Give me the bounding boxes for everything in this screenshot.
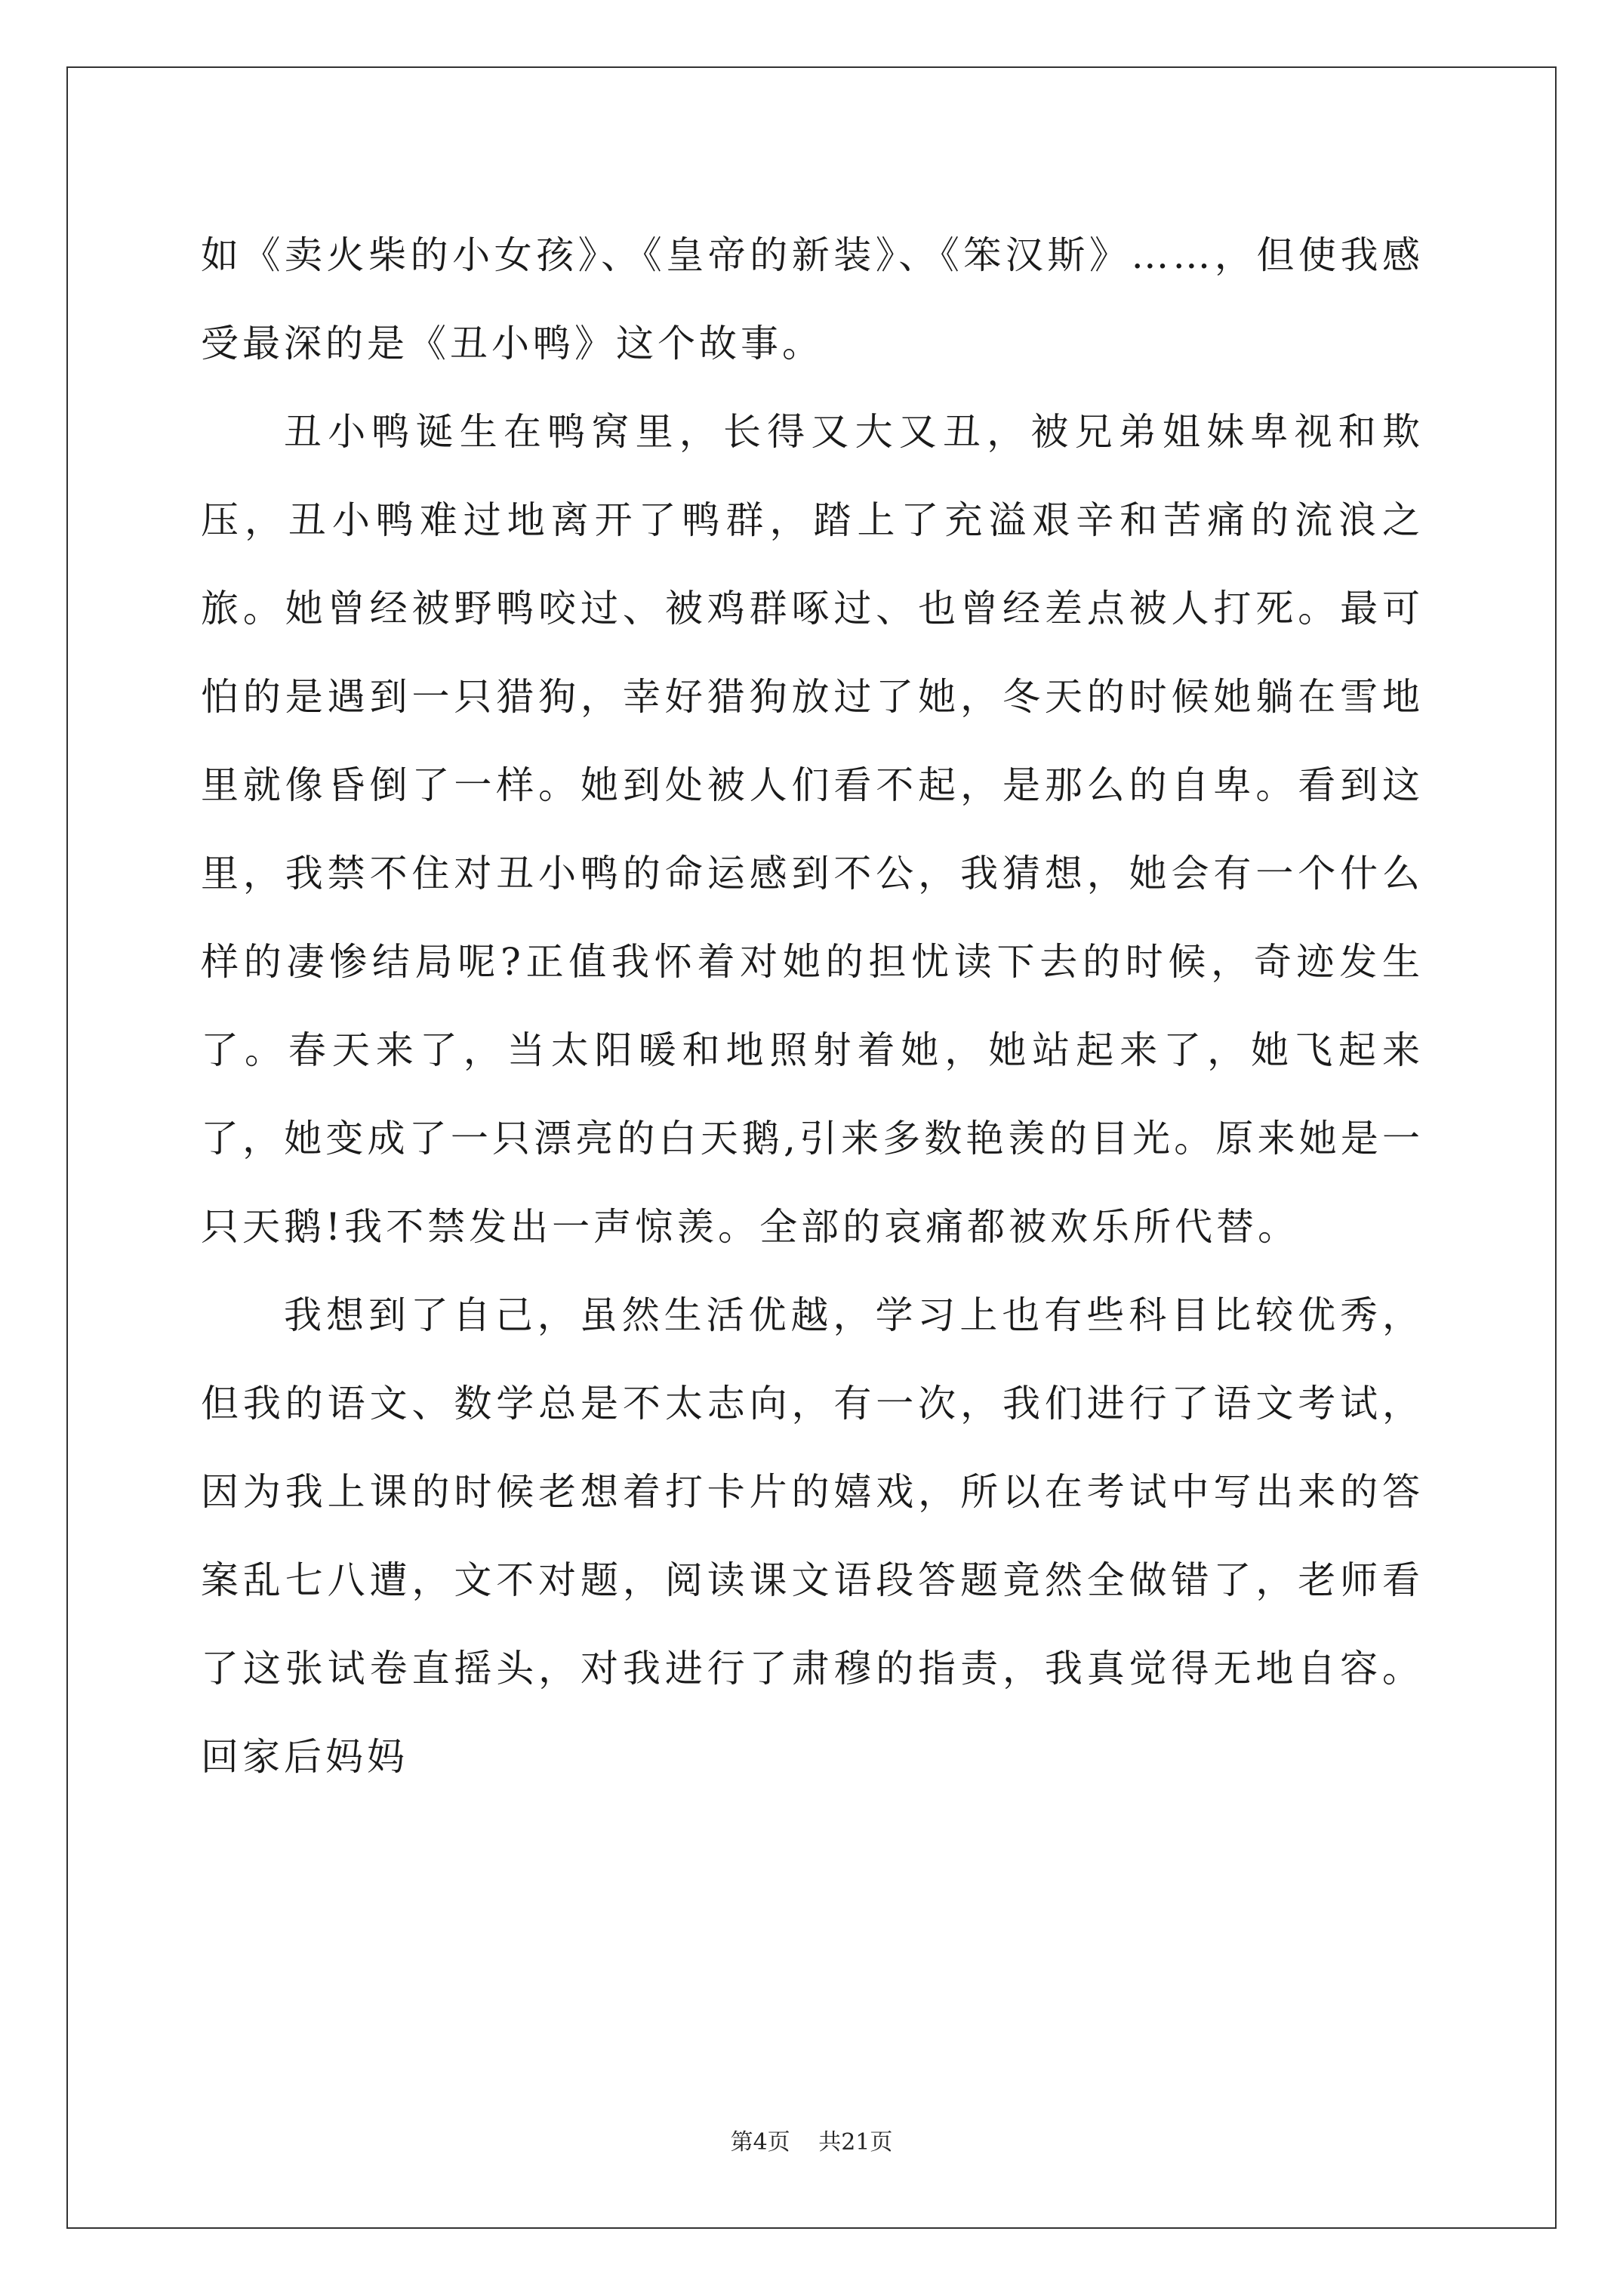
page-footer xyxy=(0,2128,1623,2158)
paragraph-1: 如《卖火柴的小女孩》、《皇帝的新装》、《笨汉斯》……，但使我感受最深的是《丑小鸭》这个故事。 xyxy=(201,233,1424,365)
page-number-current: 第4页 xyxy=(730,2129,790,2156)
page-number-total: 共21页 xyxy=(818,2129,893,2156)
paragraph-2: 丑小鸭诞生在鸭窝里，长得又大又丑，被兄弟姐妹卑视和欺压，丑小鸭难过地离开了鸭群，踏上了充溢艰辛和苦痛的流浪之旅。她曾经被野鸭咬过、被鸡群啄过、也曾经差点被人打死。最可怕的是遇到一只猎狗，幸好猎狗放过了她，冬天的时候她躺在雪地里就像昏倒了一样。她到处被人们看不起，是那么的自卑。看到这里，我禁不住对丑小鸭的命运感到不公，我猜想，她会有一个什么样的凄惨结局呢?正值我怀着对她的担忧读下去的时候，奇迹发生了。春天来了，当太阳暖和地照射着她，她站起来了，她飞起来了，她变成了一只漂亮的白天鹅,引来多数艳羡的目光。原来她是一只天鹅!我不禁发出一声惊羡。全部的哀痛都被欢乐所代替。 xyxy=(201,410,1424,1249)
paragraph-3: 我想到了自己，虽然生活优越，学习上也有些科目比较优秀，但我的语文、数学总是不太志向，有一次，我们进行了语文考试，因为我上课的时候老想着打卡片的嬉戏，所以在考试中写出来的答案乱七八遭，文不对题，阅读课文语段答题竟然全做错了，老师看了这张试卷直摇头，对我进行了肃穆的指责，我真觉得无地自容。回家后妈妈 xyxy=(201,1293,1424,1779)
document-body xyxy=(201,211,1424,1801)
